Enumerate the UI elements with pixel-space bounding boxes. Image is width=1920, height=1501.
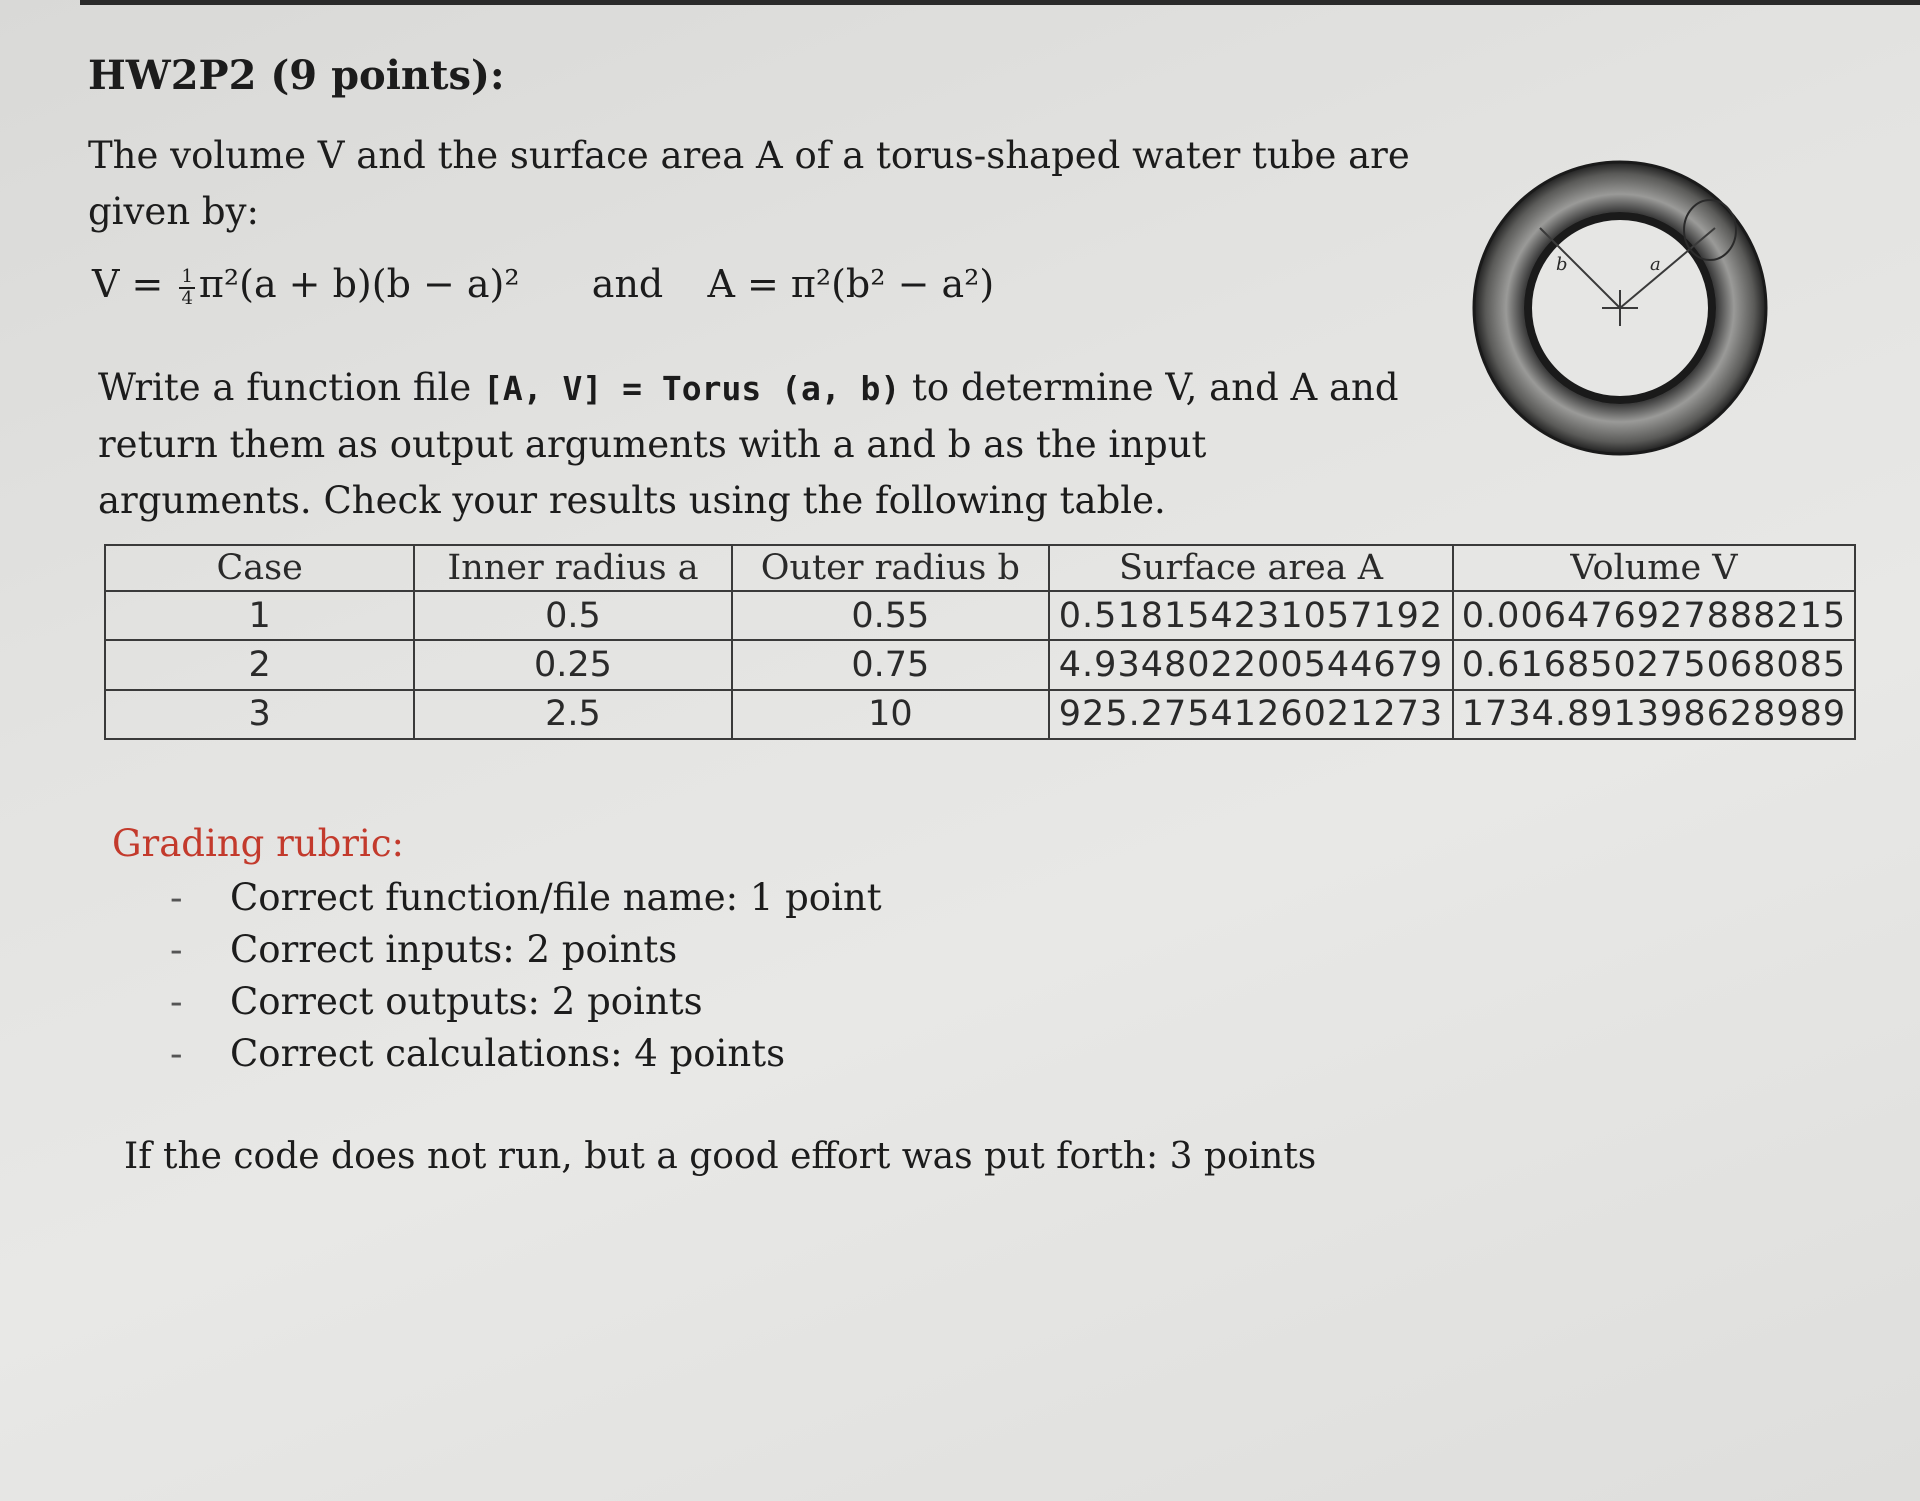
cell-volume: 0.616850275068085: [1453, 640, 1855, 689]
list-item: - Correct outputs: 2 points: [170, 980, 703, 1023]
formula-joiner: and: [591, 262, 664, 306]
results-table: [104, 544, 1856, 740]
cell-case: 3: [105, 690, 414, 739]
cell-outer-radius: 0.75: [732, 640, 1049, 689]
instructions-post: to determine V, and A and return them as output arguments with a and b as the input arguments. Check your results using the following table.: [98, 366, 1399, 522]
function-signature: [A, V] = Torus (a, b): [483, 369, 901, 408]
header-case: Case: [105, 545, 414, 591]
header-inner-radius: Inner radius a: [414, 545, 731, 591]
cell-inner-radius: 0.25: [414, 640, 731, 689]
cell-inner-radius: 2.5: [414, 690, 731, 739]
header-surface-area: Surface area A: [1049, 545, 1453, 591]
header-volume: Volume V: [1453, 545, 1855, 591]
rubric-title: Grading rubric:: [112, 822, 405, 865]
cell-outer-radius: 0.55: [732, 591, 1049, 640]
label-a: a: [1650, 254, 1661, 275]
cell-volume: 1734.891398628989: [1453, 690, 1855, 739]
label-b: b: [1556, 254, 1568, 275]
effort-note: If the code does not run, but a good effort was put forth: 3 points: [124, 1136, 1317, 1177]
instructions-pre: Write a function file: [98, 366, 484, 409]
header-outer-radius: Outer radius b: [732, 545, 1049, 591]
instructions-paragraph: [98, 360, 1428, 529]
list-item: - Correct calculations: 4 points: [170, 1032, 786, 1075]
cell-volume: 0.006476927888215: [1453, 591, 1855, 640]
torus-diagram-icon: [1470, 158, 1770, 458]
cell-case: 1: [105, 591, 414, 640]
cell-outer-radius: 10: [732, 690, 1049, 739]
rubric-item-label: Correct calculations: 4 points: [230, 1032, 786, 1075]
list-item: - Correct inputs: 2 points: [170, 928, 678, 971]
table-header-row: [105, 545, 1855, 591]
cell-case: 2: [105, 640, 414, 689]
fraction-denominator: 4: [181, 287, 193, 309]
formula-line: [92, 262, 994, 309]
intro-paragraph: The volume V and the surface area A of a torus-shaped water tube are given by:: [88, 134, 1410, 233]
cell-surface-area: 4.934802200544679: [1049, 640, 1453, 689]
cell-inner-radius: 0.5: [414, 591, 731, 640]
cell-surface-area: 0.518154231057192: [1049, 591, 1453, 640]
volume-formula-rhs: π²(a + b)(b − a)²: [198, 262, 520, 306]
problem-title: HW2P2 (9 points):: [88, 52, 505, 99]
rubric-item-label: Correct inputs: 2 points: [230, 928, 678, 971]
rubric-item-label: Correct outputs: 2 points: [230, 980, 703, 1023]
fraction-numerator: 1: [181, 265, 193, 287]
volume-formula-lhs: V =: [92, 262, 176, 306]
area-formula: A = π²(b² − a²): [707, 262, 995, 306]
rubric-item-label: Correct function/file name: 1 point: [230, 876, 882, 919]
list-item: - Correct function/file name: 1 point: [170, 876, 882, 919]
fraction: [179, 267, 194, 309]
cell-surface-area: 925.2754126021273: [1049, 690, 1453, 739]
rubric-list: [170, 872, 882, 1080]
table-row: [105, 591, 1855, 640]
table-row: [105, 690, 1855, 739]
top-rule: [80, 0, 1920, 5]
table-row: [105, 640, 1855, 689]
